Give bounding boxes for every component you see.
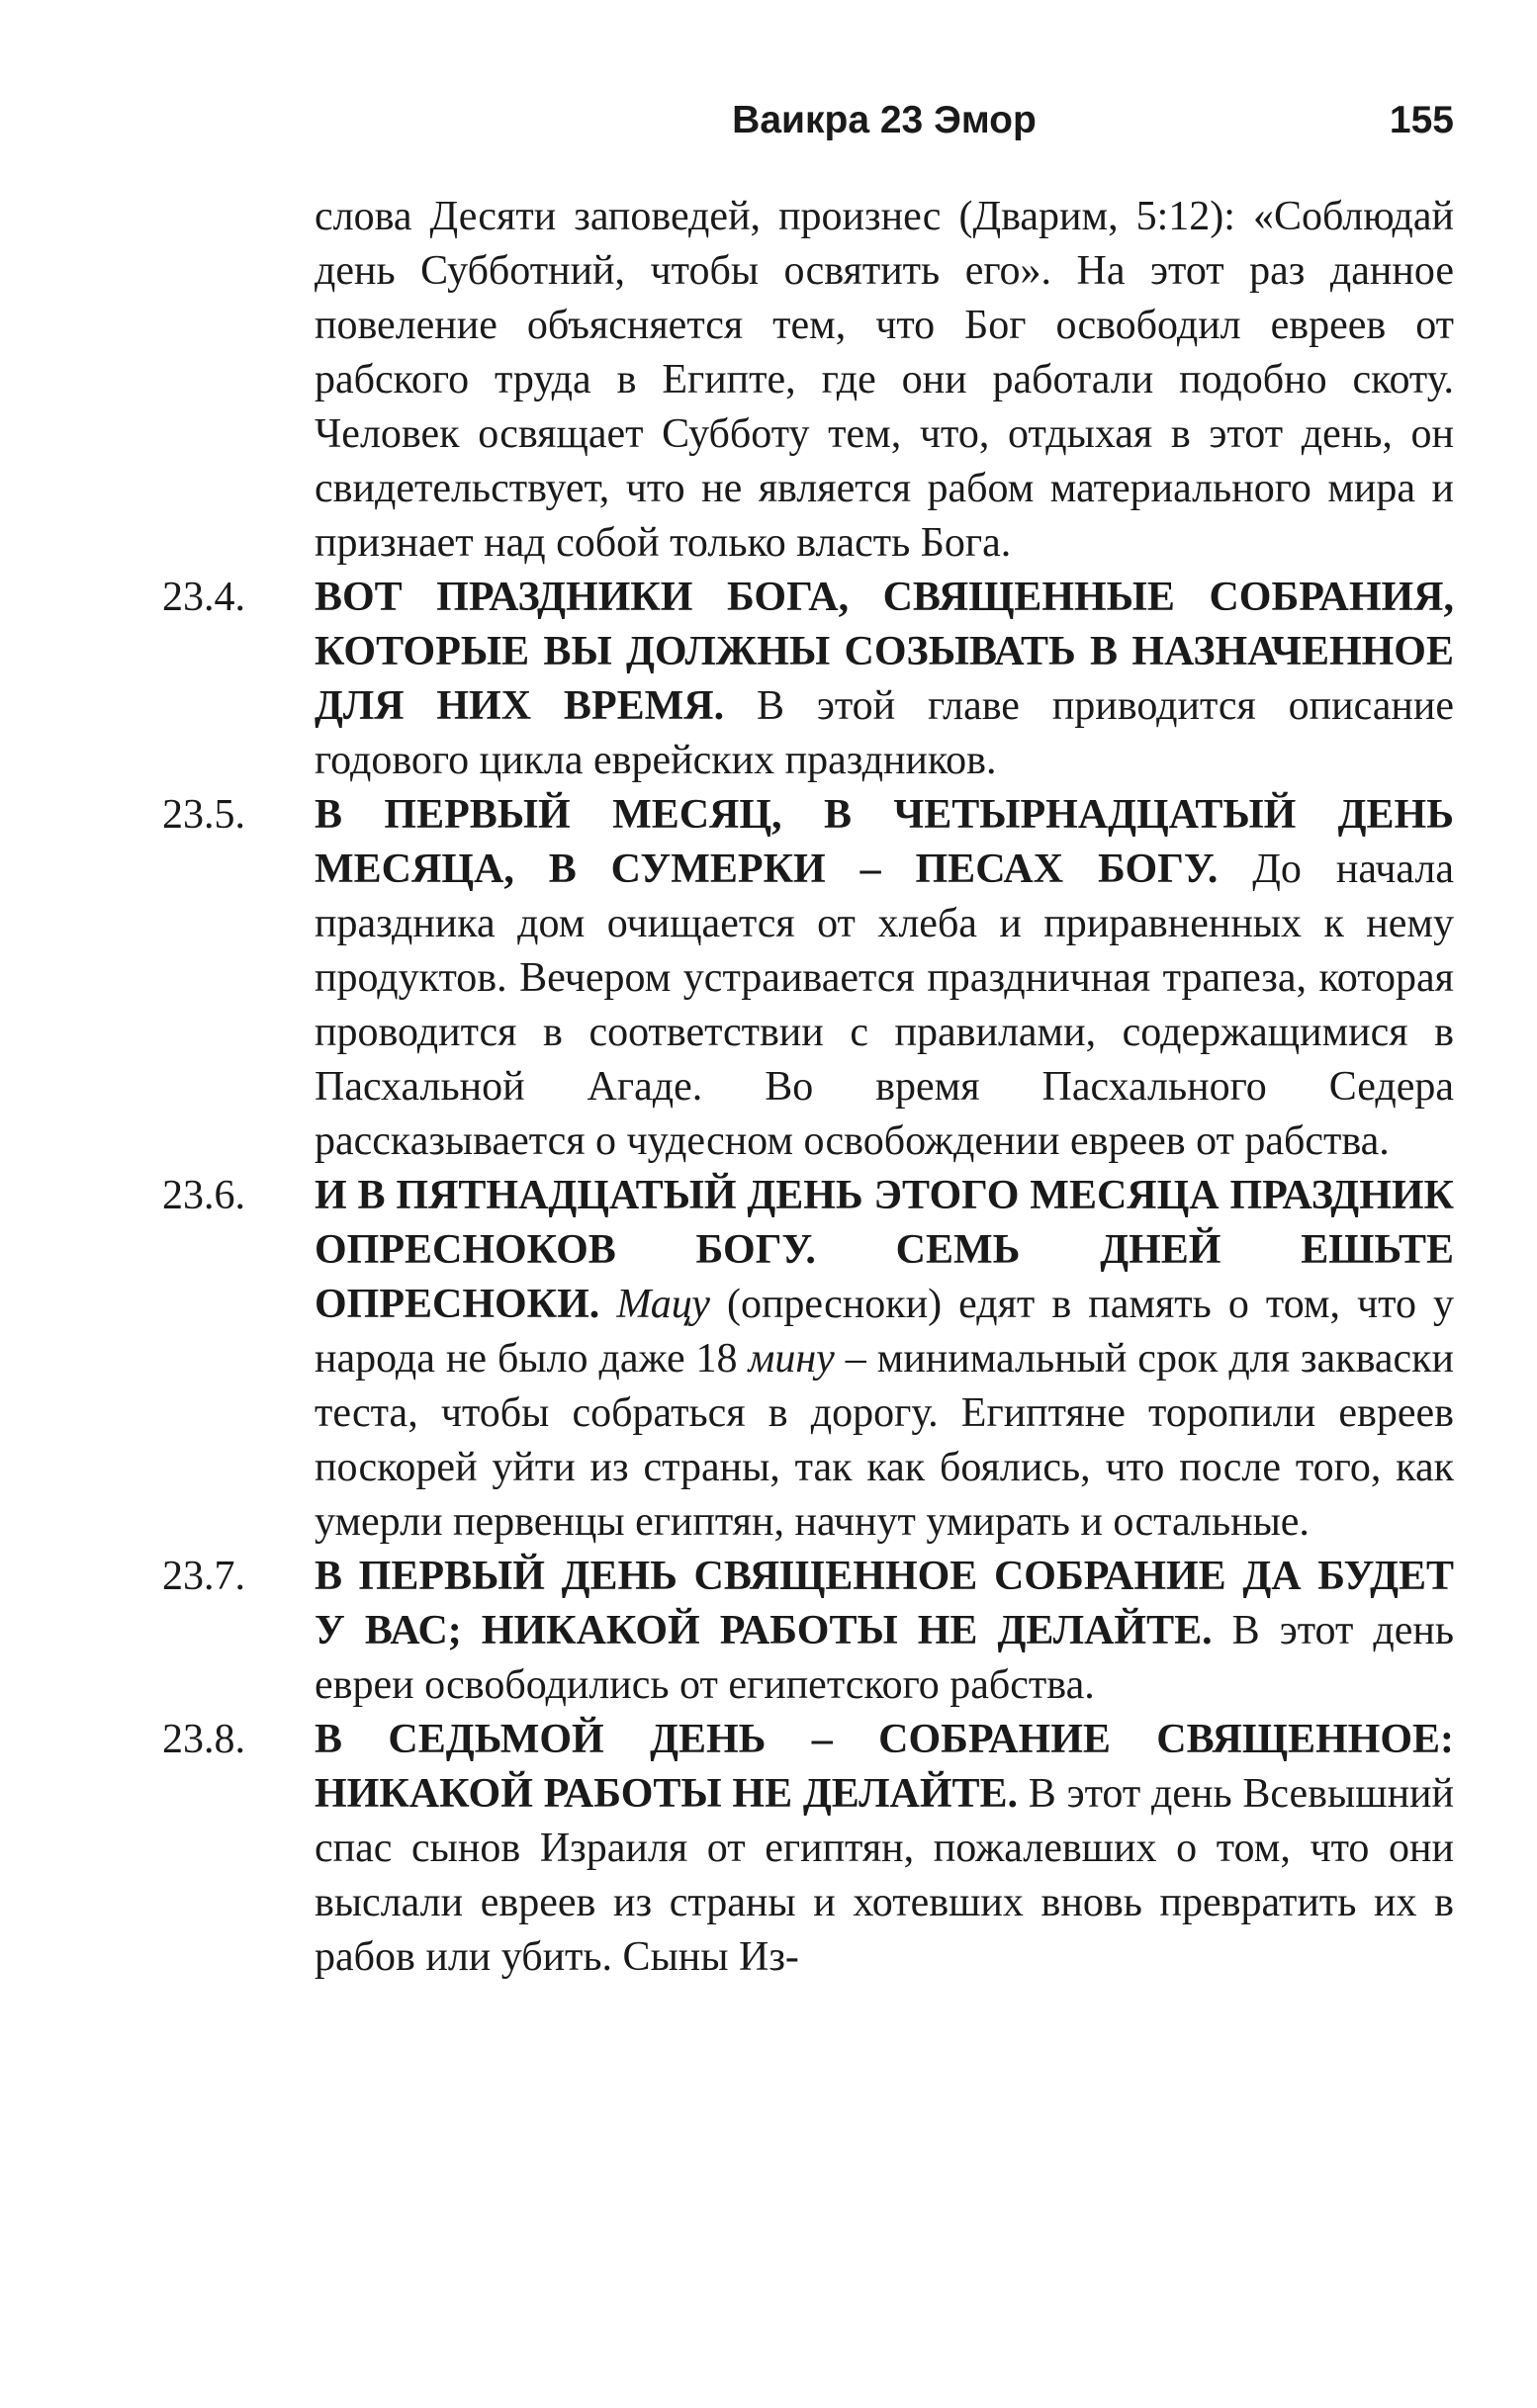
- italic-term: мину: [748, 1336, 835, 1382]
- verse-heading: В СЕДЬМОЙ ДЕНЬ – СОБРАНИЕ СВЯЩЕННОЕ: НИКАКОЙ РАБОТЫ НЕ ДЕЛАЙТЕ.: [315, 1717, 1454, 1817]
- body-text: [162, 190, 1454, 1985]
- verse-commentary: До начала праздника дом очищается от хлеба и приравненных к нему продуктов. Вечером устраивается праздничная трапеза, которая проводится в соответствии с правилами, содержащимися в Пасхальной Агаде. Во время Пасхального Седера рассказывается о чудесном освобождении евреев от рабства.: [315, 847, 1455, 1164]
- verse-23-5: [162, 788, 1454, 1169]
- verse-number: 23.5.: [162, 792, 245, 838]
- verse-heading: В ПЕРВЫЙ ДЕНЬ СВЯЩЕННОЕ СОБРАНИЕ ДА БУДЕТ У ВАС; НИКАКОЙ РАБОТЫ НЕ ДЕЛАЙТЕ.: [315, 1554, 1454, 1653]
- verse-commentary: – минимальный срок для закваски теста, чтобы собраться в дорогу. Египтяне торопили евреев поскорей уйти из страны, так как боялись, что после того, как умерли первенцы египтян, начнут умирать и остальные.: [315, 1336, 1455, 1545]
- verse-23-8: [162, 1713, 1454, 1985]
- verse-heading: И В ПЯТНАДЦАТЫЙ ДЕНЬ ЭТОГО МЕСЯЦА ПРАЗДНИК ОПРЕСНОКОВ БОГУ. СЕМЬ ДНЕЙ ЕШЬТЕ ОПРЕСНОКИ.: [315, 1173, 1454, 1327]
- verse-number: 23.4.: [162, 575, 245, 620]
- verse-heading: ВОТ ПРАЗДНИКИ БОГА, СВЯЩЕННЫЕ СОБРАНИЯ, КОТОРЫЕ ВЫ ДОЛЖНЫ СОЗЫВАТЬ В НАЗНАЧЕННОЕ ДЛЯ НИХ ВРЕМЯ.: [315, 575, 1454, 729]
- verse-commentary: (опресноки) едят в память о том, что у народа не было даже 18: [315, 1282, 1455, 1382]
- italic-term: Мацу: [616, 1282, 710, 1327]
- verse-23-6: [162, 1169, 1454, 1550]
- verse-commentary: В этот день евреи освободились от египетского рабства.: [315, 1608, 1454, 1708]
- verse-number: 23.7.: [162, 1554, 245, 1599]
- verse-heading: В ПЕРВЫЙ МЕСЯЦ, В ЧЕТЫРНАДЦАТЫЙ ДЕНЬ МЕСЯЦА, В СУМЕРКИ – ПЕСАХ БОГУ.: [315, 792, 1454, 892]
- running-header: [315, 99, 1454, 158]
- verse-23-4: [162, 571, 1454, 788]
- page-number: 155: [1389, 99, 1454, 141]
- intro-paragraph: слова Десяти заповедей, произнес (Дварим, 5:12): «Соблюдай день Субботний, чтобы освятить его». На этот раз данное повеление объясняется тем, что Бог освободил евреев от рабского труда в Египте, где они работали подобно скоту. Человек освящает Субботу тем, что, отдыхая в этот день, он свидетельствует, что не является рабом материального мира и признает над собой только власть Бога.: [315, 194, 1454, 566]
- verse-commentary: В этот день Всевышний спас сынов Израиля от египтян, пожалевших о том, что они выслали евреев из страны и хотевших вновь превратить их в рабов или убить. Сыны Из-: [315, 1771, 1454, 1980]
- verse-number: 23.6.: [162, 1173, 245, 1218]
- verse-number: 23.8.: [162, 1717, 245, 1762]
- verse-23-7: [162, 1550, 1454, 1713]
- verse-commentary: В этой главе приводится описание годового цикла еврейских праздников.: [315, 683, 1454, 783]
- running-title: Ваикра 23 Эмор: [732, 99, 1037, 141]
